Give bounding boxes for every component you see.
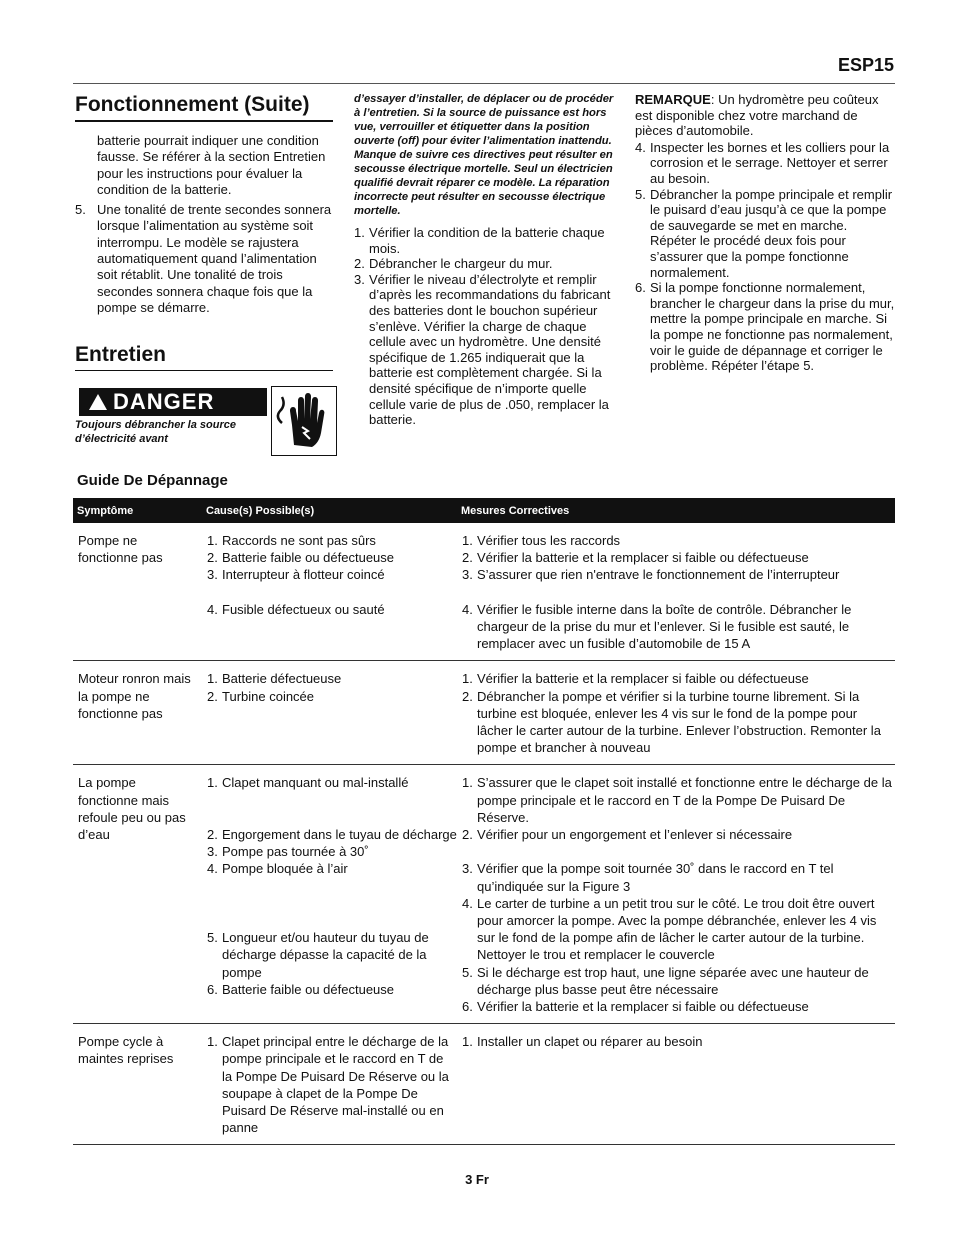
cause-cell (202, 774, 457, 1015)
cause-item (207, 981, 457, 998)
cause-number: 4. (207, 601, 218, 617)
column-1 (75, 92, 337, 371)
troubleshooting-table (73, 498, 895, 1145)
cause-item (207, 1033, 457, 1136)
fix-text: Installer un clapet ou réparer au besoin (477, 1034, 703, 1050)
section-rule (75, 370, 333, 371)
list-item: 6. Si la pompe fonctionne normalement, brancher le chargeur dans la prise du mur, mettre la pompe principale en marche. Si la pompe ne fonctionne pas normalement, voir le guide de dépannage et corriger le problème. Répéter l’étape 5. (635, 280, 895, 374)
cause-number: 1. (207, 533, 218, 548)
table-header (73, 498, 895, 523)
electric-shock-hand-icon (271, 386, 337, 456)
fix-number: 1. (462, 775, 473, 791)
cause-number: 6. (207, 981, 218, 997)
fix-number: 2. (462, 688, 473, 704)
cause-number: 1. (207, 671, 218, 687)
danger-text: Toujours débrancher la source d’électricité avant (75, 419, 236, 445)
cause-text: Raccords ne sont pas sûrs (222, 533, 376, 548)
danger-badge (79, 388, 267, 416)
fix-text: S’assurer que le clapet soit installé et fonctionne entre le décharge de la pompe principale et le raccord en T de la Pompe De Puisard De Réserve. (477, 775, 892, 825)
fix-cell (457, 532, 895, 652)
maintenance-steps (354, 225, 614, 428)
cause-text: Engorgement dans le tuyau de décharge (222, 827, 457, 842)
top-rule (73, 83, 895, 84)
symptom-text: La pompe fonctionne mais refoule peu ou pas d’eau (78, 775, 186, 843)
cause-text: Longueur et/ou hauteur du tuyau de décharge dépasse la capacité de la pompe (222, 930, 429, 980)
section-title-fonctionnement: Fonctionnement (Suite) (75, 93, 310, 116)
fix-cell (457, 774, 895, 1015)
cause-item (207, 843, 457, 860)
list-item: 2. Débrancher le chargeur du mur. (354, 256, 553, 272)
fix-item (462, 826, 893, 843)
cause-text: Pompe pas tournée à 30˚ (222, 844, 369, 860)
note (635, 92, 897, 139)
symptom-cell (73, 670, 202, 756)
continued-paragraph: batterie pourrait indiquer une condition fausse. Se référer à la section Entretien pour les instructions pour évaluer la condition de la batterie. (97, 133, 326, 197)
cause-item (207, 929, 457, 981)
symptom-cell (73, 532, 202, 652)
cause-number: 3. (207, 567, 218, 583)
danger-warning (75, 386, 339, 456)
fix-text: Vérifier tous les raccords (477, 533, 621, 548)
cause-number: 1. (207, 1034, 218, 1050)
section-title-entretien: Entretien (75, 343, 167, 367)
header-causes: Cause(s) Possible(s) (206, 504, 315, 517)
symptom-cell (73, 1033, 202, 1136)
fix-item (462, 860, 893, 894)
table-row (73, 1024, 895, 1145)
section-rule (75, 120, 333, 122)
fix-number: 4. (462, 895, 473, 911)
fix-number: 4. (462, 601, 473, 617)
cause-item (207, 826, 457, 843)
item-5-number: 5. (75, 202, 86, 218)
note-text: : Un hydromètre peu coûteux est disponible chez votre marchand de pièces d’automobile. (635, 92, 879, 139)
danger-label: DANGER (113, 389, 215, 414)
cause-text: Clapet principal entre le décharge de la pompe principale et le raccord en T de la Pompe De Puisard De Réserve ou la soupape à clapet de la Pompe De Puisard De Réserve mal-installé ou en panne (222, 1034, 449, 1136)
symptom-text: Moteur ronron mais la pompe ne fonctionne pas (78, 671, 191, 721)
fix-text: Vérifier le fusible interne dans la boîte de contrôle. Débrancher le chargeur de la prise du mur et l’enlever. Si le fusible est sauté, le remplacer avec un fusible d’automobile de 15 A (477, 601, 852, 652)
column-3 (635, 92, 897, 374)
fix-item (462, 774, 893, 826)
fix-cell (457, 1033, 895, 1136)
fix-number: 2. (462, 550, 473, 566)
fix-item (462, 1033, 893, 1050)
cause-item (207, 601, 457, 618)
cause-number: 2. (207, 827, 218, 842)
fix-item (462, 532, 893, 549)
fix-item (462, 601, 893, 653)
cause-text: Batterie faible ou défectueuse (222, 550, 395, 566)
cause-item (207, 774, 457, 791)
fix-item (462, 549, 893, 566)
cause-text: Turbine coincée (222, 688, 315, 704)
fix-number: 2. (462, 827, 473, 843)
cause-cell (202, 670, 457, 756)
fix-item (462, 670, 893, 687)
cause-item (207, 860, 457, 877)
header-fixes: Mesures Correctives (461, 504, 570, 517)
fix-text: Vérifier que la pompe soit tournée 30˚ dans le raccord en T tel qu’indiquée sur la Figure 3 (477, 861, 834, 894)
symptom-cell (73, 774, 202, 1015)
fix-item (462, 895, 893, 964)
cause-number: 5. (207, 930, 218, 946)
maintenance-steps-continued (635, 140, 897, 374)
fix-text: Vérifier pour un engorgement et l’enlever si nécessaire (477, 827, 793, 843)
list-item: 3. Vérifier le niveau d’électrolyte et remplir d’après les recommandations du fabricant des batteries dont le bouchon supérieur s’enlève. Vérifier la charge de chaque cellule avec un hydromètre. Une densité spécifique de 1.265 indiquerait que la batterie est complètement chargée. Si la densité spécifique de n’importe quelle cellule varie de plus de .050, remplacer la batterie. (354, 271, 611, 428)
warning-triangle-icon (89, 394, 107, 410)
cause-number: 2. (207, 550, 218, 566)
cause-cell (202, 532, 457, 652)
table-row (73, 661, 895, 765)
fix-item (462, 998, 893, 1015)
fix-text: Le carter de turbine a un petit trou sur le côté. Le trou doit être ouvert pour amorcer la pompe. Avec la pompe débranchée, enlever les 4 vis sur le fond de la pompe afin de lâcher le carter autour de la turbine. Nettoyer le trou et remplacer le couvercle (477, 895, 877, 963)
table-row (73, 523, 895, 661)
fix-number: 3. (462, 567, 473, 583)
cause-item (207, 566, 457, 583)
troubleshooting-title: Guide De Dépannage (77, 472, 228, 489)
cause-text: Batterie défectueuse (222, 671, 342, 687)
cause-cell (202, 1033, 457, 1136)
cause-item (207, 549, 457, 566)
fix-text: Vérifier la batterie et la remplacer si faible ou défectueuse (477, 671, 809, 687)
fix-number: 1. (462, 671, 473, 687)
fix-text: S’assurer que rien n'entrave le fonctionnement de l’interrupteur (477, 567, 840, 583)
fix-number: 1. (462, 1034, 473, 1050)
fix-text: Débrancher la pompe et vérifier si la turbine tourne librement. Si la turbine est bloquée, enlever les 4 vis sur le fond de la pompe pour lâcher le carter autour de la turbine. Enlever l’obstruction. Remonter la pompe et brancher à nouveau (477, 688, 881, 756)
list-item: 1. Vérifier la condition de la batterie chaque mois. (354, 225, 605, 256)
list-item: 5. Débrancher la pompe principale et remplir le puisard d’eau jusqu’à ce que la pompe de sauvegarde se met en marche. Répéter le procédé deux fois pour s’assurer que la pompe fonctionne normalement. (635, 186, 893, 280)
table-row (73, 765, 895, 1024)
cause-number: 3. (207, 844, 218, 860)
page-number: 3 Fr (465, 1172, 489, 1187)
fix-text: Vérifier la batterie et la remplacer si faible ou défectueuse (477, 550, 809, 566)
fix-item (462, 566, 893, 583)
fix-number: 6. (462, 999, 473, 1015)
fix-item (462, 964, 893, 998)
danger-warning-continued: d’essayer d’installer, de déplacer ou de procéder à l’entretien. Si la source de puissance est hors vue, verrouiller et étiquetter dans la position ouverte (off) pour éviter l’alimentation inattendu. Manque de suivre ces directives peut résulter en secousse électrique mortelle. Seul un électricien qualifié devrait réparer ce modèle. La réparation incorrecte peut résulter en secousse électrique mortelle. (354, 93, 614, 217)
symptom-text: Pompe cycle à maintes reprises (78, 1034, 174, 1067)
cause-item (207, 688, 457, 705)
cause-text: Fusible défectueux ou sauté (222, 601, 385, 617)
cause-item (207, 532, 457, 549)
cause-item (207, 670, 457, 687)
fix-text: Si le décharge est trop haut, une ligne séparée avec une hauteur de décharge plus basse peut être nécessaire (477, 964, 869, 997)
fix-number: 3. (462, 861, 473, 877)
fix-number: 5. (462, 964, 473, 980)
cause-number: 4. (207, 861, 218, 877)
cause-text: Pompe bloquée à l’air (222, 861, 348, 877)
column-2 (354, 92, 614, 428)
fix-text: Vérifier la batterie et la remplacer si faible ou défectueuse (477, 999, 809, 1015)
cause-text: Batterie faible ou défectueuse (222, 981, 395, 997)
list-item: 4. Inspecter les bornes et les colliers pour la corrosion et le serrage. Nettoyer et serrer au besoin. (635, 139, 890, 186)
cause-text: Interrupteur à flotteur coincé (222, 567, 385, 583)
cause-number: 2. (207, 688, 218, 704)
item-5-text: Une tonalité de trente secondes sonnera lorsque l’alimentation au système soit interrompu. Le modèle se rajustera automatiquement quand l’alimentation soit rétablit. Une tonalité de trois secondes sonnera chaque fois que la pompe se démarre. (97, 202, 332, 315)
fix-cell (457, 670, 895, 756)
table-body (73, 523, 895, 1145)
item-5 (75, 202, 337, 316)
fix-item (462, 688, 893, 757)
symptom-text: Pompe ne fonctionne pas (78, 533, 163, 566)
cause-text: Clapet manquant ou mal-installé (222, 775, 409, 791)
cause-number: 1. (207, 775, 218, 791)
note-label: REMARQUE (635, 92, 711, 107)
model-number: ESP15 (837, 55, 894, 75)
header-symptom: Symptôme (77, 504, 134, 517)
fix-number: 1. (462, 533, 473, 548)
